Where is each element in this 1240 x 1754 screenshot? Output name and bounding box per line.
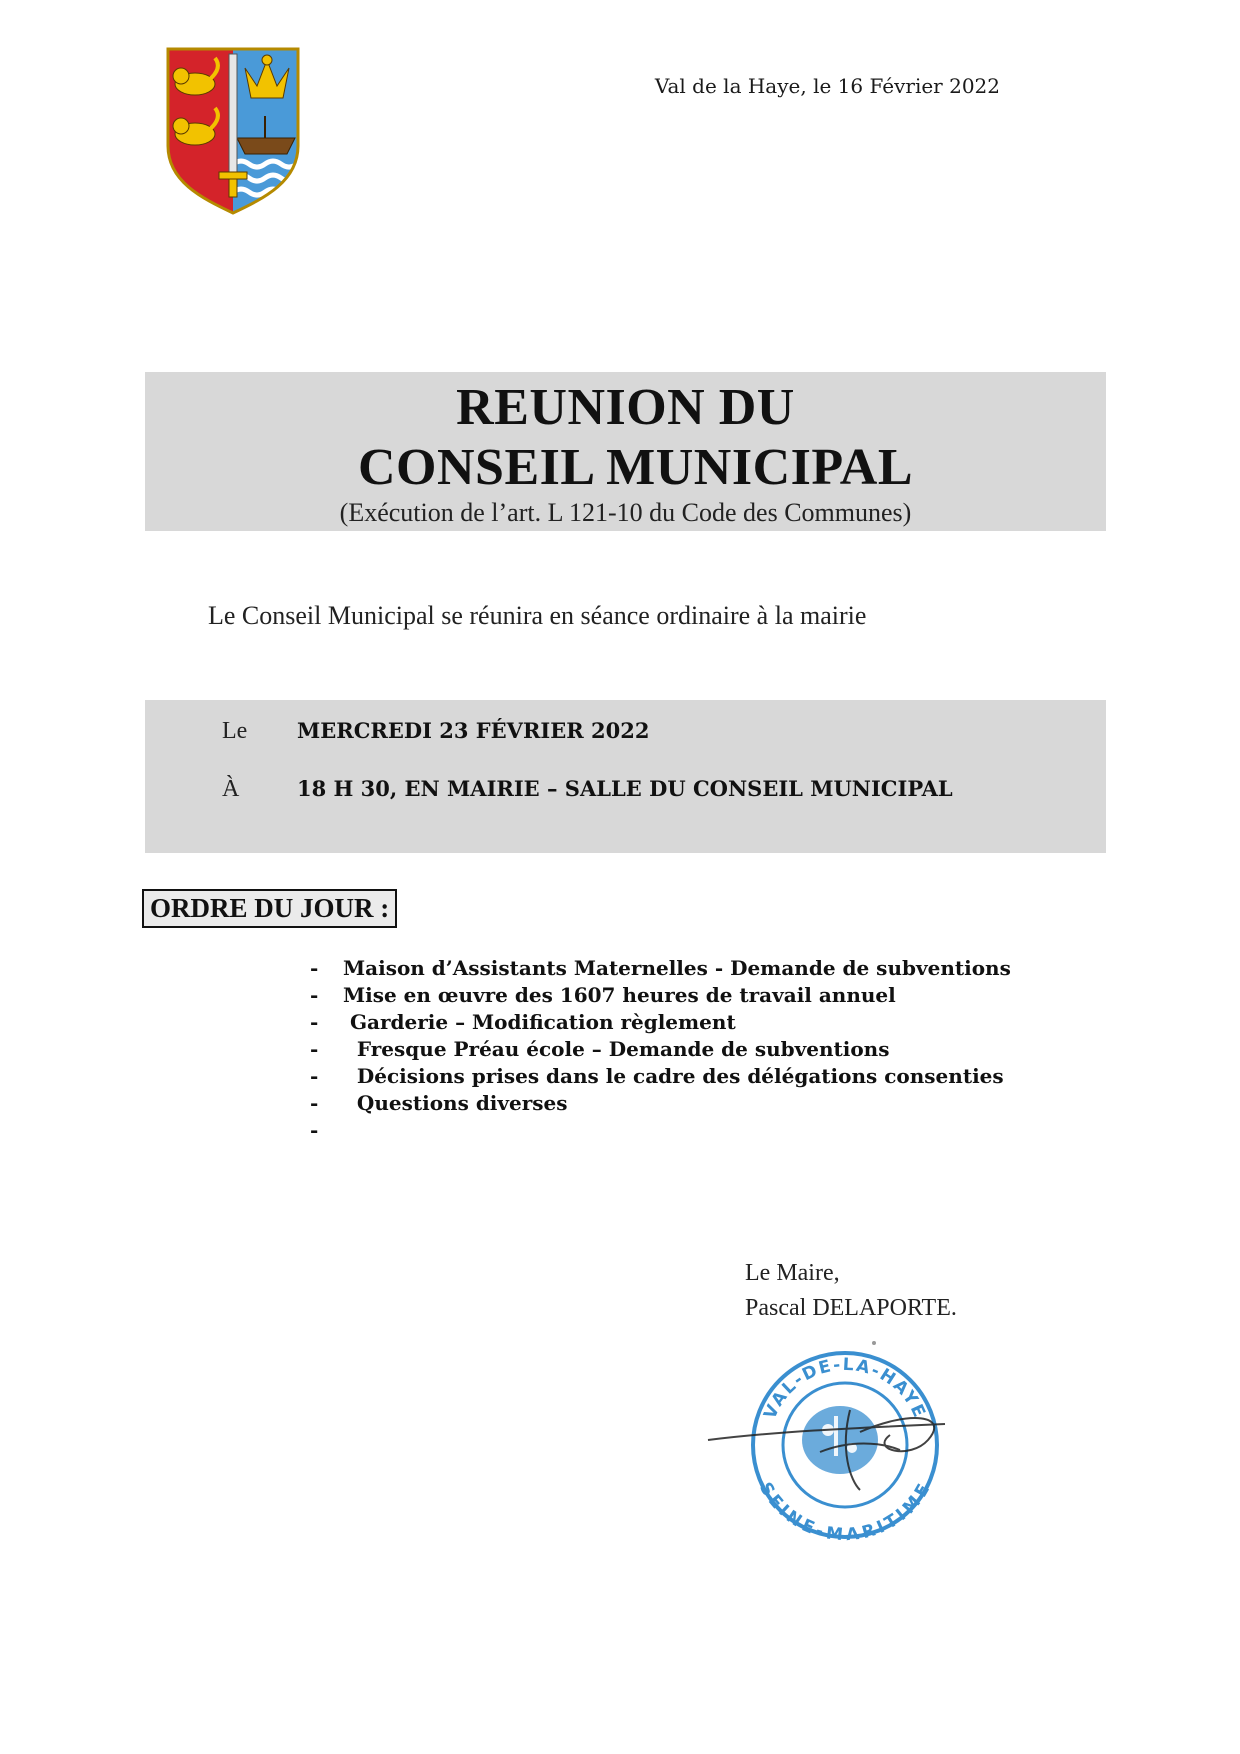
meeting-details-box xyxy=(145,700,1106,853)
bullet-dash: - xyxy=(310,956,319,980)
bullet-dash: - xyxy=(310,1010,319,1034)
bullet-dash: - xyxy=(310,1118,319,1142)
date-label: Le xyxy=(222,718,248,744)
coat-of-arms-logo xyxy=(165,46,301,216)
svg-text:VAL-DE-LA-HAYE: VAL-DE-LA-HAYE xyxy=(760,1354,930,1423)
agenda-item-text: Décisions prises dans le cadre des délégations consenties xyxy=(343,1064,1004,1088)
mayor-role: Le Maire, xyxy=(745,1260,840,1286)
agenda-item xyxy=(310,1063,1011,1090)
bullet-dash: - xyxy=(310,1091,319,1115)
title-line-2: CONSEIL MUNICIPAL xyxy=(357,439,914,496)
title-line-1: REUNION DU xyxy=(456,379,795,436)
bullet-dash: - xyxy=(310,983,319,1007)
place-label: À xyxy=(222,776,240,802)
agenda-item-text: Maison d’Assistants Maternelles - Demande de subventions xyxy=(343,956,1011,980)
agenda-item xyxy=(310,1036,1011,1063)
agenda-item-text: Garderie – Modification règlement xyxy=(343,1010,736,1034)
agenda-item-text: Mise en œuvre des 1607 heures de travail annuel xyxy=(343,983,896,1007)
agenda-item xyxy=(310,1009,1011,1036)
mayor-name: Pascal DELAPORTE. xyxy=(745,1295,957,1321)
agenda-item xyxy=(310,955,1011,982)
document-date: Val de la Haye, le 16 Février 2022 xyxy=(654,74,1000,98)
agenda-item xyxy=(310,1117,1011,1144)
agenda-item-text: Questions diverses xyxy=(343,1091,568,1115)
agenda-item-text: Fresque Préau école – Demande de subventions xyxy=(343,1037,890,1061)
intro-text: Le Conseil Municipal se réunira en séance ordinaire à la mairie xyxy=(208,601,867,630)
place-value: 18 H 30, EN MAIRIE – SALLE DU CONSEIL MUNICIPAL xyxy=(297,776,953,801)
bullet-dash: - xyxy=(310,1064,319,1088)
title-subtitle: (Exécution de l’art. L 121-10 du Code des Communes) xyxy=(339,498,912,527)
agenda-item xyxy=(310,982,1011,1009)
agenda-heading: ORDRE DU JOUR : xyxy=(142,889,397,928)
official-stamp-seal xyxy=(700,1320,970,1560)
agenda-list xyxy=(310,955,1011,1144)
date-value: MERCREDI 23 FÉVRIER 2022 xyxy=(297,718,650,743)
signature-block xyxy=(745,1256,957,1326)
bullet-dash: - xyxy=(310,1037,319,1061)
agenda-item xyxy=(310,1090,1011,1117)
svg-text:SEINE-MARITIME: SEINE-MARITIME xyxy=(754,1479,936,1546)
